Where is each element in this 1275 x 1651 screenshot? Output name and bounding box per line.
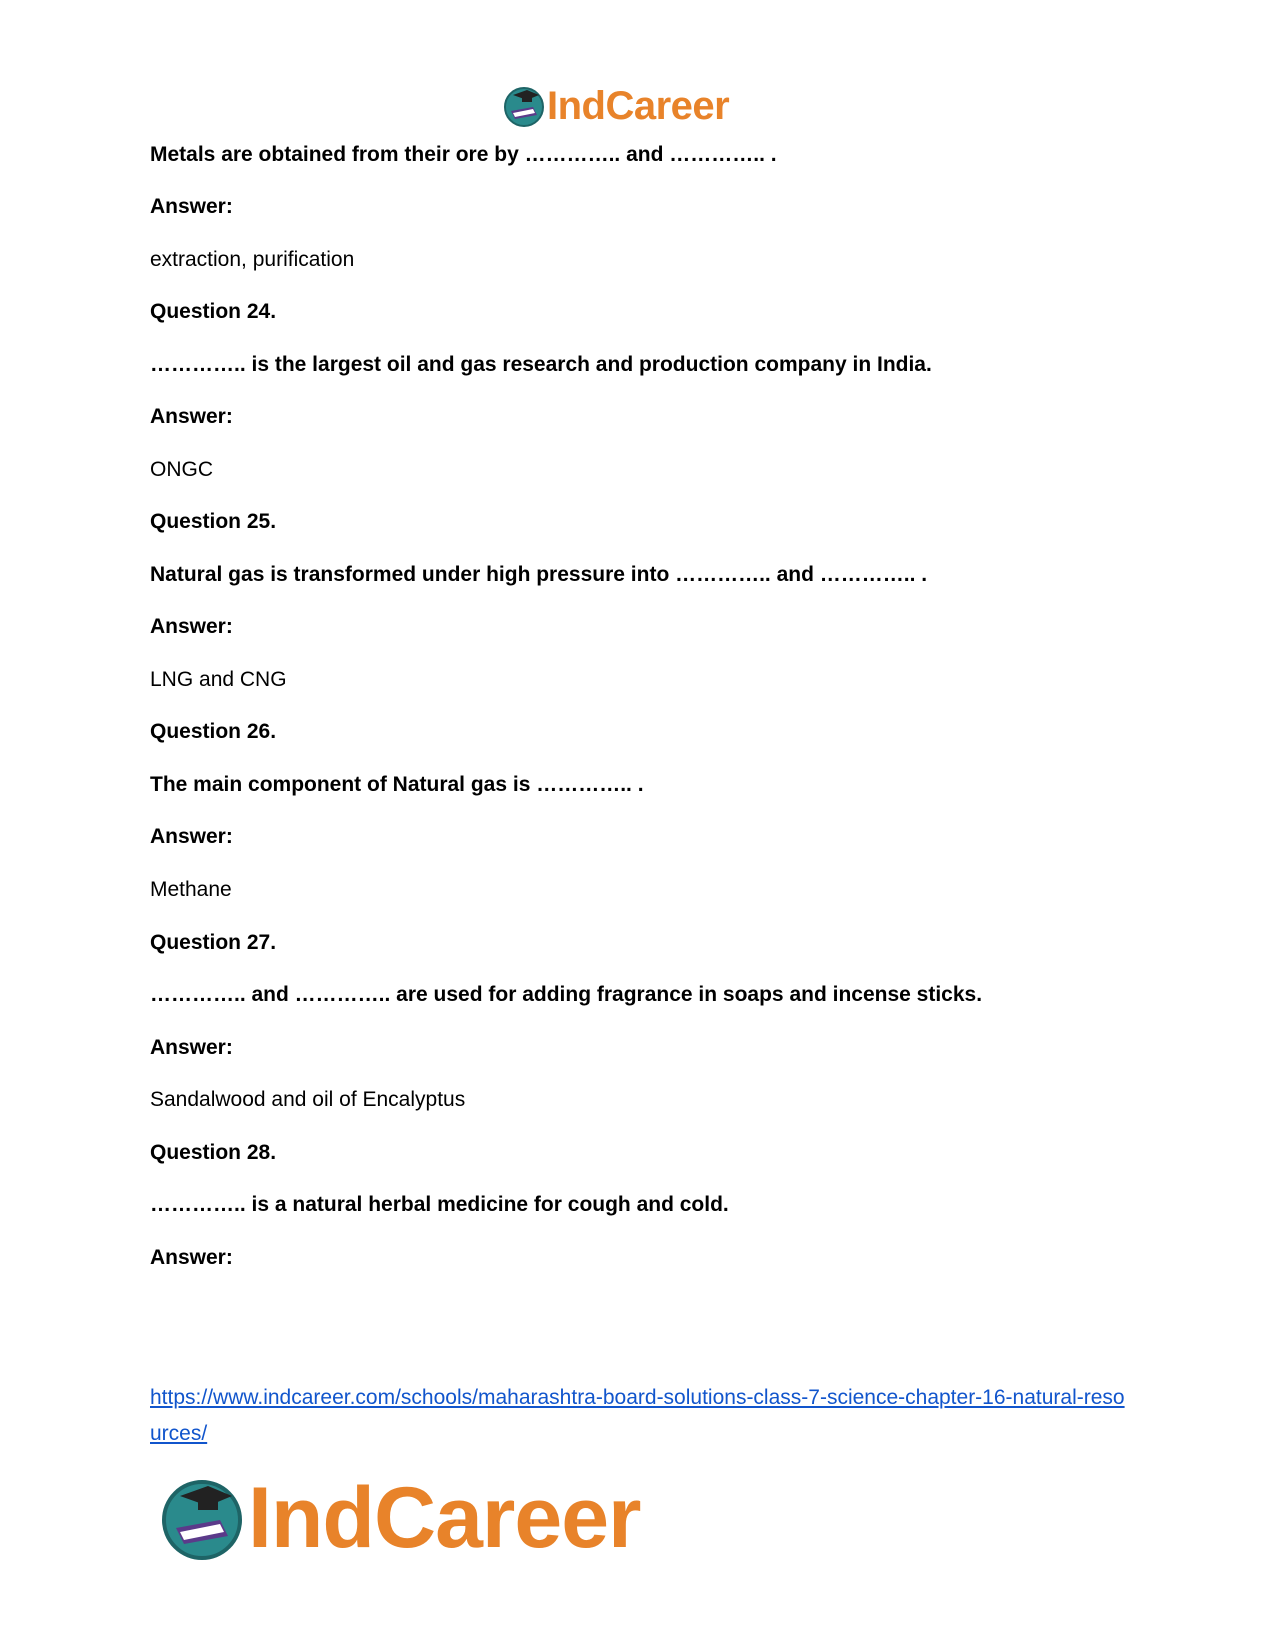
question-28-heading: Question 28. bbox=[150, 1141, 277, 1164]
question-26-heading: Question 26. bbox=[150, 720, 277, 743]
question-24-heading: Question 24. bbox=[150, 300, 277, 323]
question-23-text: Metals are obtained from their ore by ………….. and ………….. . bbox=[150, 143, 777, 166]
answer-text: LNG and CNG bbox=[150, 668, 287, 691]
answer-label: Answer: bbox=[150, 825, 233, 848]
logo-wordmark: IndCareer bbox=[547, 84, 730, 128]
answer-label: Answer: bbox=[150, 195, 233, 218]
answer-text: Methane bbox=[150, 878, 232, 901]
question-25-heading: Question 25. bbox=[150, 510, 277, 533]
answer-label: Answer: bbox=[150, 405, 233, 428]
answer-label: Answer: bbox=[150, 615, 233, 638]
source-link[interactable]: https://www.indcareer.com/schools/maharashtra-board-solutions-class-7-science-chapter-16-natural-resources/ bbox=[150, 1386, 1125, 1445]
answer-label: Answer: bbox=[150, 1036, 233, 1059]
question-24-text: ………….. is the largest oil and gas research and production company in India. bbox=[150, 353, 932, 376]
book-globe-icon bbox=[160, 1476, 244, 1560]
question-25-text: Natural gas is transformed under high pressure into ………….. and ………….. . bbox=[150, 563, 928, 586]
question-28-text: ………….. is a natural herbal medicine for cough and cold. bbox=[150, 1193, 729, 1216]
answer-text: Sandalwood and oil of Encalyptus bbox=[150, 1088, 466, 1111]
question-26-text: The main component of Natural gas is ………….. . bbox=[150, 773, 644, 796]
footer-logo bbox=[160, 1468, 641, 1568]
question-27-heading: Question 27. bbox=[150, 931, 277, 954]
answer-text: extraction, purification bbox=[150, 248, 355, 271]
answer-text: ONGC bbox=[150, 458, 213, 481]
book-globe-icon bbox=[503, 85, 545, 127]
question-27-text: ………….. and ………….. are used for adding fragrance in soaps and incense sticks. bbox=[150, 983, 983, 1006]
header-logo bbox=[503, 80, 729, 132]
logo-wordmark: IndCareer bbox=[248, 1470, 641, 1566]
answer-label: Answer: bbox=[150, 1246, 233, 1269]
